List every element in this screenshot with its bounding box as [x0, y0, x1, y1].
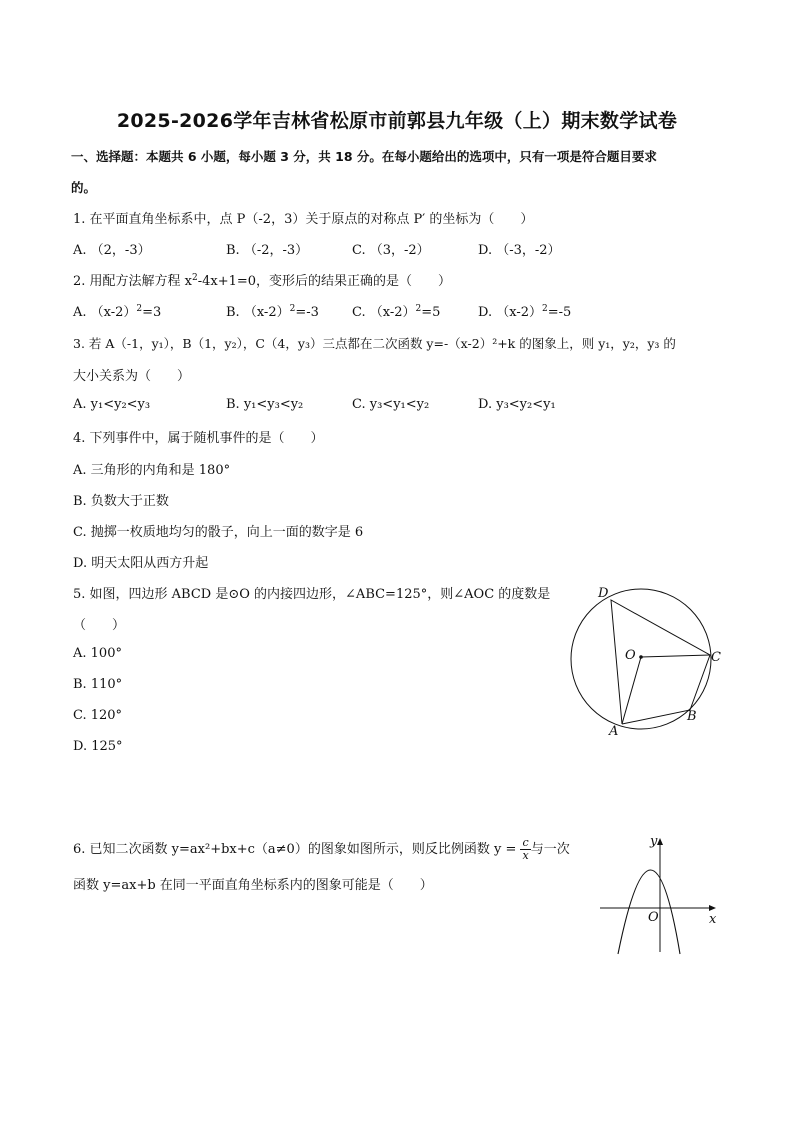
q1-option-a: A. （2，-3）	[73, 243, 151, 258]
label-a: A	[609, 724, 619, 739]
label-y: y	[650, 834, 658, 849]
q5-stem-line2: （ ）	[73, 618, 126, 633]
center-point	[639, 655, 643, 659]
q5-option-b: B. 110°	[73, 677, 123, 692]
q3-option-c: C. y₃<y₁<y₂	[352, 397, 430, 412]
q2-option-a: A. $(x-2)^2=3$	[73, 304, 162, 320]
q4-option-d: D. 明天太阳从西方升起	[73, 556, 209, 571]
q1-option-b: B. （-2，-3）	[226, 243, 309, 258]
q4-option-c: C. 抛掷一枚质地均匀的骰子，向上一面的数字是 6	[73, 525, 364, 540]
y-axis-arrow-icon	[657, 838, 663, 845]
q1-option-d: D. （-3，-2）	[478, 243, 561, 258]
q1-stem: 1. 在平面直角坐标系中，点 P（-2，3）关于原点的对称点 P′ 的坐标为（ ）	[73, 212, 534, 227]
fraction-c-over-x: $\frac{c}{x}$	[522, 836, 529, 862]
q5-option-c: C. 120°	[73, 708, 123, 723]
q2-option-b: B. $(x-2)^2=-3$	[226, 304, 319, 320]
q5-option-a: A. 100°	[73, 646, 122, 661]
section-heading-line1: 一、选择题：本题共 6 小题，每小题 3 分，共 18 分。在每小题给出的选项中，只有一项是符合题目要求	[71, 149, 657, 164]
q6-parabola-figure	[592, 828, 727, 958]
section-heading-line2: 的。	[71, 180, 97, 195]
segment-oc	[641, 655, 710, 657]
label-origin: O	[648, 910, 659, 925]
q4-option-a: A. 三角形的内角和是 180°	[73, 463, 231, 478]
q4-stem: 4. 下列事件中，属于随机事件的是（ ）	[73, 431, 324, 446]
q3-stem-line2: 大小关系为（ ）	[73, 369, 191, 384]
q3-option-a: A. y₁<y₂<y₃	[73, 397, 151, 412]
label-o: O	[625, 648, 636, 663]
q2-option-c: C. $(x-2)^2=5$	[352, 304, 441, 320]
label-d: D	[598, 586, 609, 601]
q4-option-b: B. 负数大于正数	[73, 494, 169, 509]
q2-stem: 2. 用配方法解方程 $x^2-4x+1=0$，变形后的结果正确的是（ ）	[73, 273, 452, 289]
label-c: C	[711, 650, 721, 665]
q5-option-d: D. 125°	[73, 739, 123, 754]
q6-stem-line2: 函数 y=ax+b 在同一平面直角坐标系内的图象可能是（ ）	[73, 878, 433, 893]
q5-stem-line1: 5. 如图，四边形 ABCD 是⊙O 的内接四边形，∠ABC=125°，则∠AOC 的度数是	[73, 587, 551, 602]
q2-option-d: D. $(x-2)^2=-5$	[478, 304, 572, 320]
q3-option-b: B. y₁<y₃<y₂	[226, 397, 304, 412]
segment-oa	[622, 657, 641, 724]
label-x: x	[709, 912, 717, 927]
q6-stem-line1: 6. 已知二次函数 y=ax²+bx+c（a≠0）的图象如图所示，则反比例函数 y = $\frac{c}{x}$ 与一次	[73, 836, 570, 862]
page-title: 2025-2026学年吉林省松原市前郭县九年级（上）期末数学试卷	[116, 110, 678, 132]
q3-stem-line1: 3. 若 A（-1，y₁），B（1，y₂），C（4，y₃）三点都在二次函数 y=-（x-2）²+k 的图象上，则 y₁，y₂，y₃ 的	[73, 336, 676, 351]
circle-o	[571, 589, 711, 729]
x-axis-arrow-icon	[709, 905, 716, 911]
q5-circle-figure	[560, 578, 730, 743]
q3-option-d: D. y₃<y₂<y₁	[478, 397, 556, 412]
q1-option-c: C. （3，-2）	[352, 243, 430, 258]
label-b: B	[687, 709, 697, 724]
